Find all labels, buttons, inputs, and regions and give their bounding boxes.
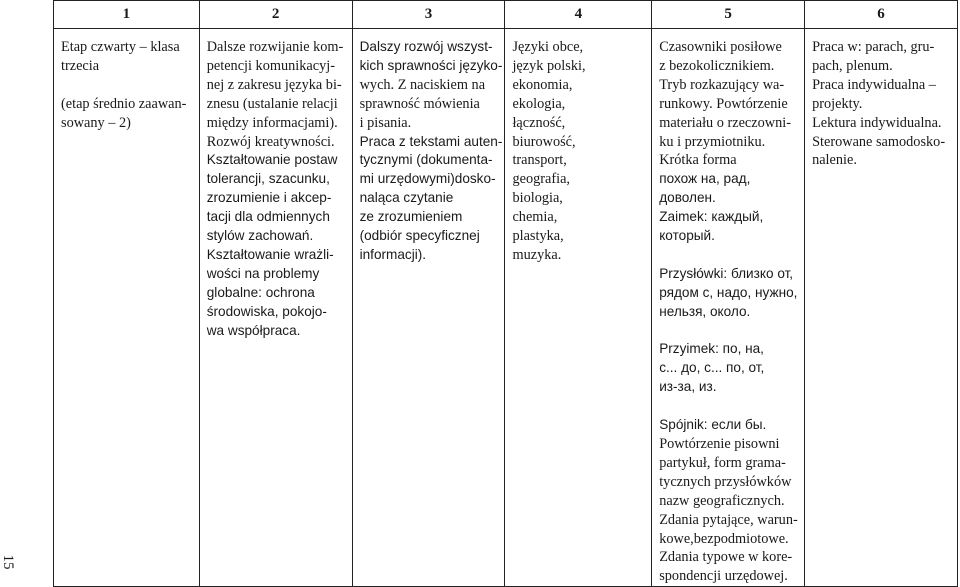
text-line: nalenie. — [812, 152, 857, 169]
text-line: środowiska, pokojo- — [206, 303, 327, 319]
text-line: Krótka forma — [659, 152, 737, 169]
text-line: Kształtowanie postaw — [206, 152, 338, 168]
text-line: transport, — [512, 152, 567, 169]
cell-subjects — [505, 29, 652, 587]
text-line: (etap średnio zaawan- — [61, 95, 187, 112]
text-line: доволен. — [659, 190, 716, 206]
text-line: pach, plenum. — [812, 57, 893, 74]
line-gap — [61, 76, 193, 95]
cell-subjects-text — [505, 29, 651, 265]
text-line: Dalsze rozwijanie kom- — [206, 39, 344, 55]
text-line: runkowy. Powtórzenie — [659, 95, 788, 112]
text-line: geografia, — [512, 171, 571, 188]
text-line: tycznymi (dokumenta- — [359, 152, 493, 168]
text-line: mi urzędowymi)dosko- — [359, 171, 496, 187]
line-gap — [659, 322, 798, 341]
text-line: Czasowniki posiłowe — [659, 39, 782, 55]
text-line: plastyka, — [512, 228, 564, 245]
cell-methods-text — [805, 29, 957, 170]
cell-stage — [54, 29, 200, 587]
curriculum-table — [53, 0, 958, 587]
text-line: Praca w: parach, gru- — [812, 39, 935, 55]
text-line: informacji). — [359, 246, 427, 262]
text-line: zrozumienie i akcep- — [206, 190, 332, 206]
line-gap — [659, 397, 798, 416]
text-line: который. — [659, 228, 715, 244]
text-line: kich sprawności języko- — [359, 57, 503, 73]
text-line: ku i przymiotniku. — [659, 133, 766, 150]
column-header-5: 5 — [652, 1, 805, 29]
text-line: wości na problemy — [206, 265, 320, 281]
text-line: nazw geograficznych. — [659, 492, 785, 509]
column-header-1: 1 — [54, 1, 200, 29]
line-gap — [659, 246, 798, 265]
cell-methods — [805, 29, 958, 587]
text-line: с... до, с... по, от, — [659, 360, 765, 376]
text-line: nej z zakresu języka bi- — [206, 76, 342, 93]
text-line: Lektura indywidualna. — [812, 114, 942, 131]
cell-skills — [352, 29, 505, 587]
text-line: tolerancji, szacunku, — [206, 171, 330, 187]
text-line: partykuł, form grama- — [659, 454, 786, 471]
text-line: Rozwój kreatywności. — [206, 133, 335, 150]
cell-goals-text — [200, 29, 352, 341]
text-line: petencji komunikacyj- — [206, 57, 335, 74]
text-line: Języki obce, — [512, 39, 584, 55]
text-line: łączność, — [512, 114, 566, 131]
cell-stage-text — [54, 29, 199, 133]
text-line: sprawność mówienia — [359, 95, 480, 112]
text-line: похож на, рад, — [659, 171, 751, 187]
text-line: materiału o rzeczowni- — [659, 114, 791, 131]
text-line: рядом с, надо, нужно, — [659, 284, 798, 300]
text-line: Praca indywidualna – — [812, 76, 936, 93]
text-line: Sterowane samodosko- — [812, 133, 946, 150]
text-line: Spójnik: если бы. — [659, 417, 767, 433]
text-line: Zdania pytające, warun- — [659, 511, 798, 528]
text-line: spondencji urzędowej. — [659, 568, 788, 585]
content-row — [54, 29, 958, 587]
text-line: нельзя, около. — [659, 303, 751, 319]
cell-skills-text — [353, 29, 505, 265]
page-number: 15 — [0, 554, 16, 570]
text-line: Dalszy rozwój wszyst- — [359, 39, 493, 54]
cell-grammar — [652, 29, 805, 587]
header-row — [54, 1, 958, 29]
text-line: из-за, из. — [659, 379, 717, 395]
text-line: projekty. — [812, 95, 863, 112]
text-line: Zaimek: каждый, — [659, 209, 764, 225]
text-line: sowany – 2) — [61, 114, 131, 131]
column-header-6: 6 — [805, 1, 958, 29]
text-line: Przysłówki: близко от, — [659, 265, 794, 281]
text-line: wa współpraca. — [206, 322, 301, 338]
text-line: biurowość, — [512, 133, 576, 150]
column-header-3: 3 — [352, 1, 505, 29]
text-line: z bezokolicznikiem. — [659, 57, 775, 74]
text-line: stylów zachowań. — [206, 228, 314, 244]
text-line: znesu (ustalanie relacji — [206, 95, 338, 112]
text-line: globalne: ochrona — [206, 284, 315, 300]
cell-grammar-text — [652, 29, 804, 586]
text-line: trzecia — [61, 57, 100, 74]
text-line: tacji dla odmiennych — [206, 209, 330, 225]
text-line: Powtórzenie pisowni — [659, 435, 780, 452]
text-line: ze zrozumieniem — [359, 209, 463, 225]
text-line: i pisania. — [359, 114, 412, 131]
text-line: kowe,bezpodmiotowe. — [659, 530, 789, 547]
text-line: chemia, — [512, 209, 558, 226]
text-line: Przyimek: по, на, — [659, 341, 764, 357]
cell-goals — [199, 29, 352, 587]
text-line: biologia, — [512, 190, 563, 207]
text-line: ekologia, — [512, 95, 566, 112]
text-line: Zdania typowe w kore- — [659, 549, 793, 566]
text-line: między informacjami). — [206, 114, 338, 131]
text-line: Praca z tekstami auten- — [359, 133, 503, 149]
text-line: wych. Z naciskiem na — [359, 76, 486, 93]
text-line: Etap czwarty – klasa — [61, 39, 180, 55]
text-line: muzyka. — [512, 246, 562, 263]
text-line: ekonomia, — [512, 76, 573, 93]
column-header-4: 4 — [505, 1, 652, 29]
text-line: Tryb rozkazujący wa- — [659, 76, 785, 93]
text-line: tycznych przysłówków — [659, 473, 792, 490]
text-line: Kształtowanie wrażli- — [206, 246, 334, 262]
text-line: język polski, — [512, 57, 586, 74]
column-header-2: 2 — [199, 1, 352, 29]
text-line: naląca czytanie — [359, 190, 454, 206]
text-line: (odbiór specyficznej — [359, 228, 480, 244]
